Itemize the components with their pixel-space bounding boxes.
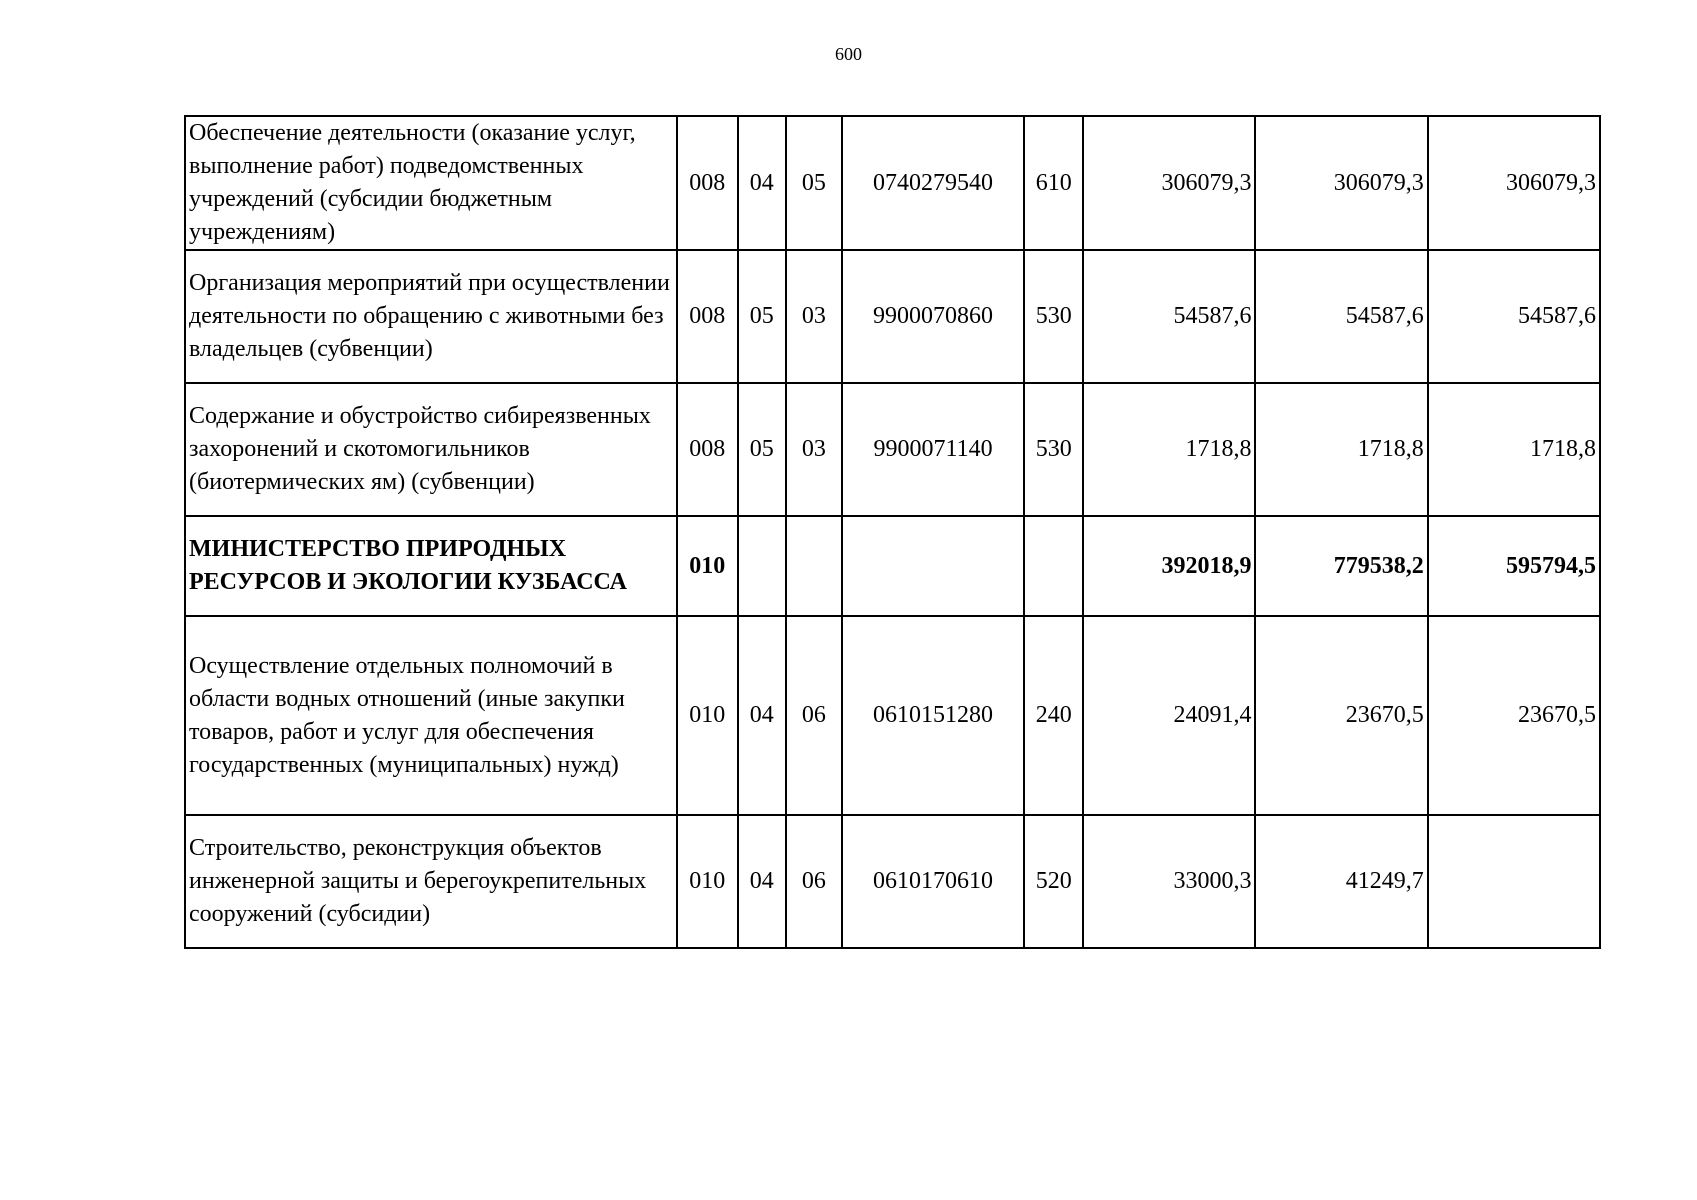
- budget-table: [184, 115, 1601, 949]
- section-code-cell: 04: [738, 116, 786, 250]
- target-article-cell: 9900071140: [842, 383, 1024, 516]
- expense-type-cell: 610: [1024, 116, 1083, 250]
- amount-year-3-cell: 23670,5: [1428, 616, 1600, 815]
- amount-year-1-cell: 1718,8: [1083, 383, 1255, 516]
- table-row: [185, 616, 1600, 815]
- subsection-code-cell: 03: [786, 250, 842, 383]
- amount-year-1-cell: 54587,6: [1083, 250, 1255, 383]
- amount-year-2-cell: 1718,8: [1255, 383, 1427, 516]
- ministry-total-row: [185, 516, 1600, 616]
- amount-year-3-cell: 54587,6: [1428, 250, 1600, 383]
- row-description: Содержание и обустройство сибиреязвенных захоронений и скотомогильников (биотермических ям) (субвенции): [185, 383, 677, 516]
- section-code-cell: 04: [738, 815, 786, 948]
- section-code-cell: 04: [738, 616, 786, 815]
- amount-year-2-cell: 41249,7: [1255, 815, 1427, 948]
- target-article-cell: 0740279540: [842, 116, 1024, 250]
- row-description: Организация мероприятий при осуществлении деятельности по обращению с животными без владельцев (субвенции): [185, 250, 677, 383]
- target-article-cell: 0610151280: [842, 616, 1024, 815]
- expense-type-cell: 530: [1024, 250, 1083, 383]
- table-row: [185, 815, 1600, 948]
- amount-year-2-cell: 54587,6: [1255, 250, 1427, 383]
- subsection-code-cell: 05: [786, 116, 842, 250]
- page-number: 600: [835, 44, 862, 64]
- subsection-code-cell: 06: [786, 616, 842, 815]
- row-description: Обеспечение деятельности (оказание услуг, выполнение работ) подведомственных учреждений (субсидии бюджетным учреждениям): [185, 116, 677, 250]
- ministry-code-cell: 010: [677, 616, 738, 815]
- subsection-code-cell: [786, 516, 842, 616]
- subsection-code-cell: 06: [786, 815, 842, 948]
- amount-year-3-cell: 595794,5: [1428, 516, 1600, 616]
- amount-year-2-cell: 779538,2: [1255, 516, 1427, 616]
- row-description: Осуществление отдельных полномочий в области водных отношений (иные закупки товаров, работ и услуг для обеспечения государственных (муниципальных) нужд): [185, 616, 677, 815]
- ministry-code-cell: 010: [677, 516, 738, 616]
- amount-year-1-cell: 24091,4: [1083, 616, 1255, 815]
- amount-year-3-cell: 306079,3: [1428, 116, 1600, 250]
- expense-type-cell: [1024, 516, 1083, 616]
- ministry-code-cell: 008: [677, 116, 738, 250]
- table-row: [185, 250, 1600, 383]
- target-article-cell: [842, 516, 1024, 616]
- expense-type-cell: 240: [1024, 616, 1083, 815]
- section-code-cell: 05: [738, 383, 786, 516]
- amount-year-1-cell: 392018,9: [1083, 516, 1255, 616]
- amount-year-2-cell: 23670,5: [1255, 616, 1427, 815]
- subsection-code-cell: 03: [786, 383, 842, 516]
- ministry-title: МИНИСТЕРСТВО ПРИРОДНЫХ РЕСУРСОВ И ЭКОЛОГИИ КУЗБАССА: [185, 516, 677, 616]
- ministry-code-cell: 008: [677, 383, 738, 516]
- table-row: [185, 383, 1600, 516]
- expense-type-cell: 520: [1024, 815, 1083, 948]
- ministry-code-cell: 008: [677, 250, 738, 383]
- ministry-code-cell: 010: [677, 815, 738, 948]
- target-article-cell: 0610170610: [842, 815, 1024, 948]
- table-row: [185, 116, 1600, 250]
- row-description: Строительство, реконструкция объектов инженерной защиты и берегоукрепительных сооружений (субсидии): [185, 815, 677, 948]
- amount-year-1-cell: 33000,3: [1083, 815, 1255, 948]
- amount-year-1-cell: 306079,3: [1083, 116, 1255, 250]
- section-code-cell: [738, 516, 786, 616]
- amount-year-3-cell: [1428, 815, 1600, 948]
- amount-year-2-cell: 306079,3: [1255, 116, 1427, 250]
- target-article-cell: 9900070860: [842, 250, 1024, 383]
- expense-type-cell: 530: [1024, 383, 1083, 516]
- amount-year-3-cell: 1718,8: [1428, 383, 1600, 516]
- section-code-cell: 05: [738, 250, 786, 383]
